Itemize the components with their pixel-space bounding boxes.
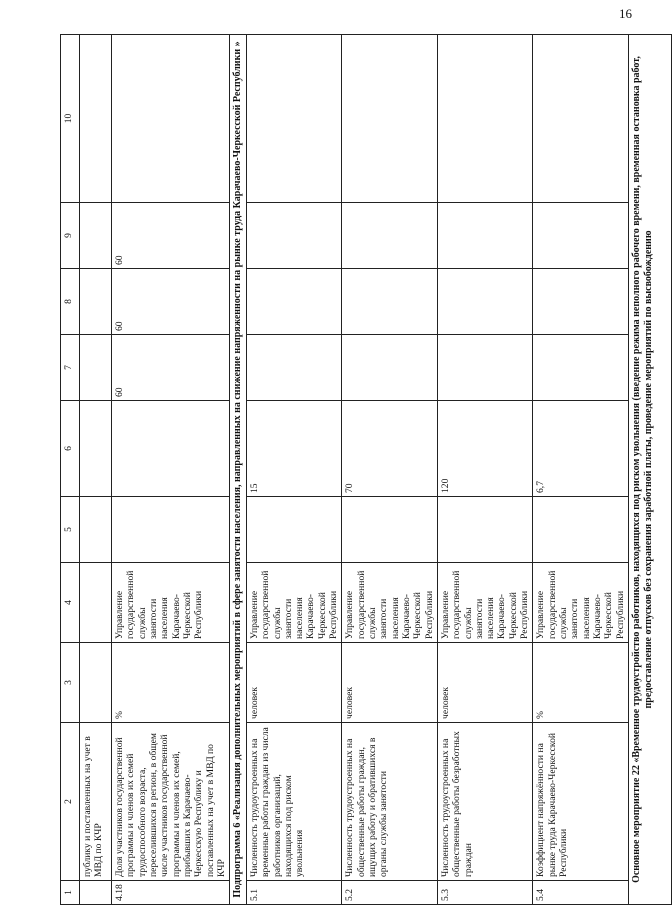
row-c7 [437,335,533,401]
row-c10 [112,35,230,203]
row-name: Численность трудоустроенных на общественные работы граждан, ищущих работу и обратившихся в органы службы занятости [342,723,438,881]
row-c8: 60 [112,269,230,335]
row-c7 [246,335,342,401]
row-c6 [80,401,112,497]
row-org [80,563,112,643]
row-c5 [112,497,230,563]
row-c8 [533,269,629,335]
rotated-content [60,35,654,905]
row-c10 [80,35,112,203]
table-row [533,35,629,905]
row-unit: % [112,643,230,723]
row-c6: 70 [342,401,438,497]
row-c5 [246,497,342,563]
table-row [342,35,438,905]
row-id [80,881,112,905]
row-c8 [246,269,342,335]
row-name: Численность трудоустроенных на временные работы граждан из числа работников организаций, находящихся под риском увольнения [246,723,342,881]
row-org: Управление государственной службы занятости населения Карачаево-Черкесской Республики [246,563,342,643]
header-cell: 4 [61,563,80,643]
rotated-sheet [60,35,654,905]
header-cell: 5 [61,497,80,563]
header-cell: 10 [61,35,80,203]
main-measure-title: Основное мероприятие 22 «Временное трудоустройство работников, находящихся под риском увольнения (введение режима неполного рабочего времени, временная остановка работ, предоставление отпусков без сохранения заработной платы, проведение мероприятий по высвобождению [628,35,671,905]
row-c8 [342,269,438,335]
row-unit: % [533,643,629,723]
row-c7 [80,335,112,401]
row-name: Коэффициент напряжённости на рынке труда Карачаево-Черкесской Республики [533,723,629,881]
row-name: Доля участников государственной программы и членов их семей трудоспособного возраста, переселившихся в регион, в общем числе участников государственной программы и членов их семей, прибывших в Карачаево-Черкесскую Республику и поставленных на учет в МВД по КЧР [112,723,230,881]
row-c10 [437,35,533,203]
row-c6: 120 [437,401,533,497]
row-name: Численность трудоустроенных на общественные работы безработных граждан [437,723,533,881]
header-cell: 8 [61,269,80,335]
row-c6: 15 [246,401,342,497]
header-cell: 7 [61,335,80,401]
row-id: 5.3 [437,881,533,905]
row-unit: человек [342,643,438,723]
row-c8 [437,269,533,335]
header-cell: 2 [61,723,80,881]
row-org: Управление государственной службы занятости населения Карачаево-Черкесской Республики [342,563,438,643]
header-cell: 3 [61,643,80,723]
row-c9 [246,203,342,269]
table-row [112,35,230,905]
header-cell: 6 [61,401,80,497]
row-c5 [80,497,112,563]
row-c9: 60 [112,203,230,269]
table-row [80,35,112,905]
row-org: Управление государственной службы занятости населения Карачаево-Черкесской Республики [112,563,230,643]
row-c9 [437,203,533,269]
row-c7: 60 [112,335,230,401]
row-id: 5.2 [342,881,438,905]
row-c10 [533,35,629,203]
subprogram-row [230,35,247,905]
row-c7 [342,335,438,401]
row-c5 [437,497,533,563]
indicators-table [60,34,672,905]
page-number: 16 [619,6,632,21]
row-id: 5.4 [533,881,629,905]
row-unit: человек [246,643,342,723]
row-id: 4.18 [112,881,230,905]
row-name: публику и поставленных на учет в МВД по КЧР [80,723,112,881]
row-c5 [533,497,629,563]
row-org: Управление государственной службы занятости населения Карачаево-Черкесской Республики [533,563,629,643]
row-c10 [246,35,342,203]
row-unit: человек [437,643,533,723]
row-c7 [533,335,629,401]
main-measure-row [628,35,671,905]
row-c10 [342,35,438,203]
table-row [437,35,533,905]
row-org: Управление государственной службы занятости населения Карачаево-Черкесской Республики [437,563,533,643]
subprogram-title: Подпрограмма 6 «Реализация дополнительных мероприятий в сфере занятости населения, направленных на снижение напряженности на рынке труда Карачаево-Черкесской Республики » [230,35,247,905]
header-row [61,35,80,905]
table-row [246,35,342,905]
row-c9 [342,203,438,269]
row-c6: 6,7 [533,401,629,497]
row-unit [80,643,112,723]
header-cell: 9 [61,203,80,269]
row-c9 [533,203,629,269]
header-cell: 1 [61,881,80,905]
row-c8 [80,269,112,335]
row-c5 [342,497,438,563]
row-c6 [112,401,230,497]
row-id: 5.1 [246,881,342,905]
row-c9 [80,203,112,269]
